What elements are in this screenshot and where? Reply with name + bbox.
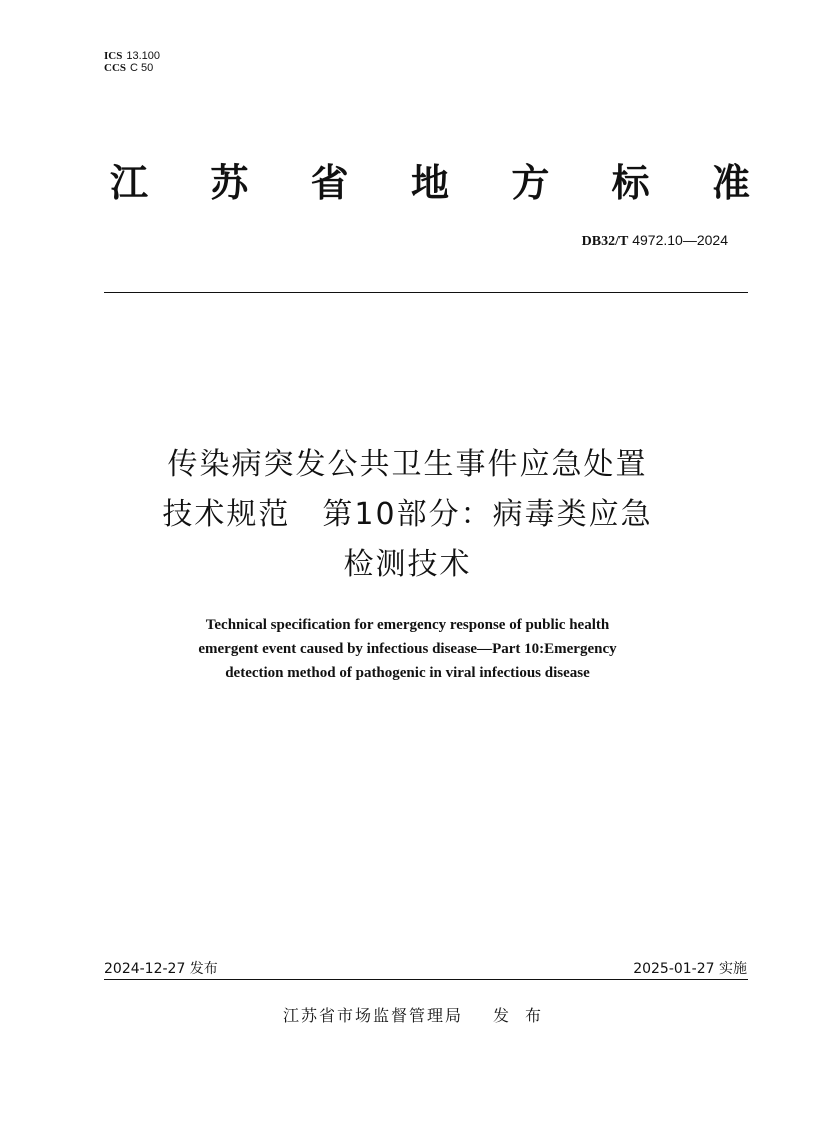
publisher xyxy=(283,1003,557,1026)
implementation-date: 2025-01-27 实施 xyxy=(633,961,747,977)
standard-number-prefix: DB32/T xyxy=(581,234,629,249)
english-title-line: detection method of pathogenic in viral infectious disease xyxy=(225,665,590,681)
ics-code xyxy=(104,50,160,62)
english-title xyxy=(80,613,735,685)
ccs-label: CCS xyxy=(104,62,127,74)
top-divider xyxy=(104,292,748,293)
english-title-line: emergent event caused by infectious disease—Part 10:Emergency xyxy=(198,641,617,657)
standard-title-char: 地 xyxy=(410,161,449,205)
standard-title-char: 省 xyxy=(310,161,349,205)
chinese-title-line: 技术规范 第10部分：病毒类应急 xyxy=(162,497,653,532)
publisher-name: 江苏省市场监督管理局 xyxy=(283,1006,464,1025)
standard-number-value: 4972.10—2024 xyxy=(632,232,728,248)
ics-label: ICS xyxy=(104,50,123,62)
standard-title-char: 苏 xyxy=(210,161,249,205)
bottom-divider xyxy=(104,979,748,980)
standard-number xyxy=(582,232,728,250)
ics-value: 13.100 xyxy=(126,50,160,62)
chinese-title-line: 传染病突发公共卫生事件应急处置 xyxy=(167,447,648,482)
classification-codes xyxy=(104,50,160,74)
standard-title-char: 江 xyxy=(110,161,149,205)
issue-date: 2024-12-27 发布 xyxy=(104,961,218,977)
chinese-title xyxy=(60,440,755,590)
ccs-code xyxy=(104,62,160,74)
standard-title-char: 标 xyxy=(611,161,650,205)
publisher-action: 发布 xyxy=(493,1006,558,1025)
chinese-title-line: 检测技术 xyxy=(343,547,472,582)
ccs-value: C 50 xyxy=(130,62,154,74)
standard-title-char: 方 xyxy=(511,161,550,205)
standard-title-char: 准 xyxy=(711,161,750,205)
english-title-line: Technical specification for emergency response of public health xyxy=(205,617,610,633)
standard-category-title xyxy=(110,158,750,208)
